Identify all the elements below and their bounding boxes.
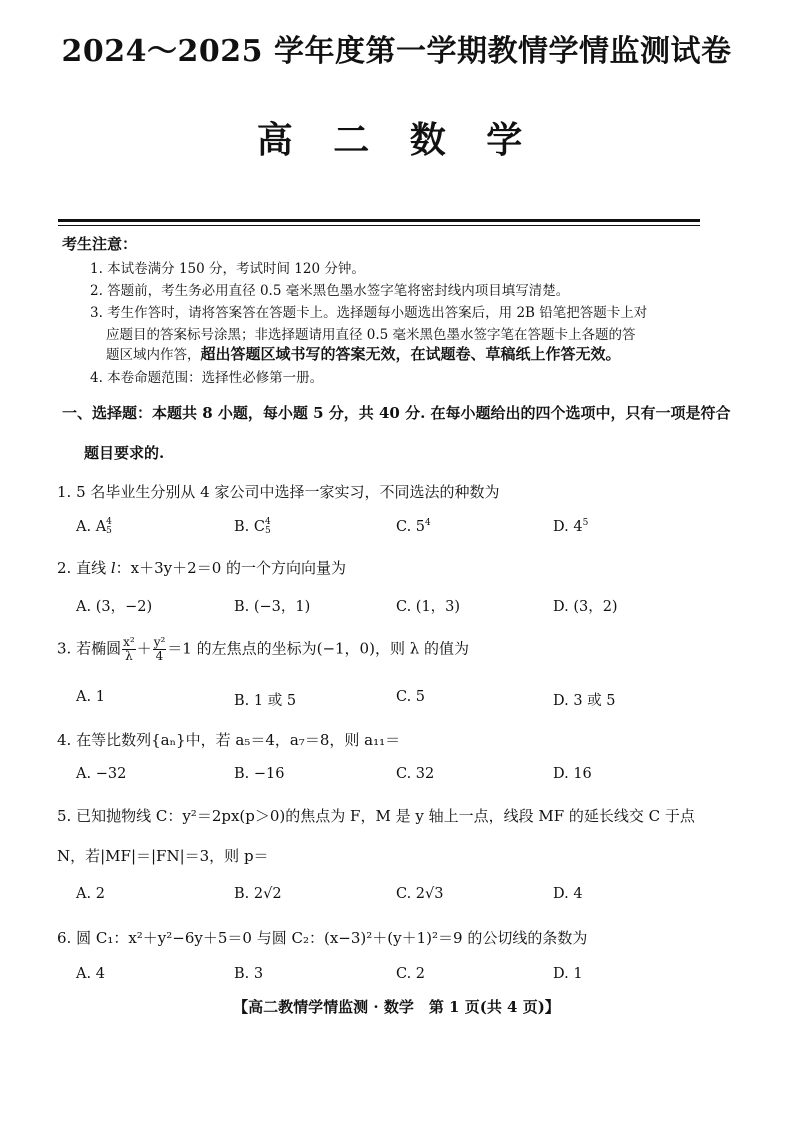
section-1-heading-line-2: 题目要求的. [84, 444, 165, 462]
fraction-y2-over-4: $\frac{\text{y²}}{4}$ [153, 635, 166, 663]
notice-item-3-line-3 [106, 343, 621, 364]
notice-item-3-emphasis: 超出答题区域书写的答案无效，在试题卷、草稿纸上作答无效。 [200, 345, 621, 363]
notice-item-3-line-1: 3. 考生作答时，请将答案答在答题卡上。选择题每小题选出答案后，用 2B 铅笔把答题卡上对 [90, 305, 648, 321]
question-5-option-c: C. 2√3 [396, 886, 444, 902]
question-2-option-b: B. (−3，1) [234, 599, 311, 615]
question-2-option-a: A. (3，−2) [76, 599, 153, 615]
question-1-option-c: C. $5^4$ [396, 518, 431, 535]
question-6-option-a: A. 4 [76, 966, 105, 982]
question-6-stem: 6. 圆 C₁：x²＋y²−6y＋5＝0 与圆 C₂：(x−3)²＋(y＋1)²＝9 的公切线的条数为 [57, 929, 588, 947]
question-5-option-a: A. 2 [76, 886, 105, 902]
header-divider-thin [58, 225, 700, 226]
question-3-stem: 3. 若椭圆 $\frac{\text{x²}}{\lambda}$ ＋ $\frac{\text{y²}}{4}$ ＝1 的左焦点的坐标为(−1，0)，则 λ 的值为 [57, 635, 469, 663]
question-2-stem: 2. 直线 l：x＋3y＋2＝0 的一个方向向量为 [57, 559, 347, 577]
question-6-option-d: D. 1 [553, 966, 583, 982]
question-5-stem-line-1: 5. 已知抛物线 C：y²＝2px(p＞0)的焦点为 F，M 是 y 轴上一点，线段 MF 的延长线交 C 于点 [57, 807, 695, 825]
question-3-option-b: B. 1 或 5 [234, 693, 297, 709]
question-3-option-c: C. 5 [396, 689, 426, 705]
question-1-option-b: B. C 4 5 [234, 517, 271, 536]
page-footer: 【高二教情学情监测 · 数学 第 1 页(共 4 页)】 [233, 998, 560, 1016]
question-6-option-c: C. 2 [396, 966, 426, 982]
notice-item-3-line-3-normal: 题区域内作答， [106, 347, 201, 363]
question-5-option-b: B. 2√2 [234, 886, 282, 902]
question-1-stem: 1. 5 名毕业生分别从 4 家公司中选择一家实习，不同选法的种数为 [57, 483, 500, 501]
question-5-stem-line-2: N，若|MF|＝|FN|＝3，则 p＝ [57, 847, 269, 865]
notice-item-2: 2. 答题前，考生务必用直径 0.5 毫米黑色墨水签字笔将密封线内项目填写清楚。 [90, 283, 570, 299]
question-4-stem: 4. 在等比数列{aₙ}中，若 a₅＝4，a₇＝8，则 a₁₁＝ [57, 731, 401, 749]
subject-title: 高 二 数 学 [256, 119, 537, 161]
question-1-option-a: A. A 4 5 [76, 517, 112, 536]
notice-heading: 考生注意： [62, 235, 138, 253]
header-divider-thick [58, 219, 700, 222]
question-2-option-c: C. (1，3) [396, 599, 461, 615]
question-6-option-b: B. 3 [234, 966, 264, 982]
question-4-option-c: C. 32 [396, 766, 435, 782]
fraction-x2-over-lambda: $\frac{\text{x²}}{\lambda}$ [123, 635, 135, 663]
question-4-option-b: B. −16 [234, 766, 285, 782]
question-4-option-d: D. 16 [553, 766, 592, 782]
section-1-heading-line-1: 一、选择题：本题共 8 小题，每小题 5 分，共 40 分. 在每小题给出的四个选项中，只有一项是符合 [62, 404, 731, 422]
notice-item-4: 4. 本卷命题范围：选择性必修第一册。 [90, 370, 324, 386]
notice-item-3-line-2: 应题目的答案标号涂黑；非选择题请用直径 0.5 毫米黑色墨水签字笔在答题卡上各题的答 [106, 327, 636, 343]
question-3-option-a: A. 1 [76, 689, 105, 705]
question-2-option-d: D. (3，2) [553, 599, 618, 615]
question-3-option-d: D. 3 或 5 [553, 693, 616, 709]
notice-item-1: 1. 本试卷满分 150 分，考试时间 120 分钟。 [90, 261, 365, 277]
exam-title: 2024～2025 学年度第一学期教情学情监测试卷 [61, 34, 732, 69]
question-1-option-d: D. $4^5$ [553, 518, 589, 535]
question-4-option-a: A. −32 [76, 766, 127, 782]
question-5-option-d: D. 4 [553, 886, 583, 902]
